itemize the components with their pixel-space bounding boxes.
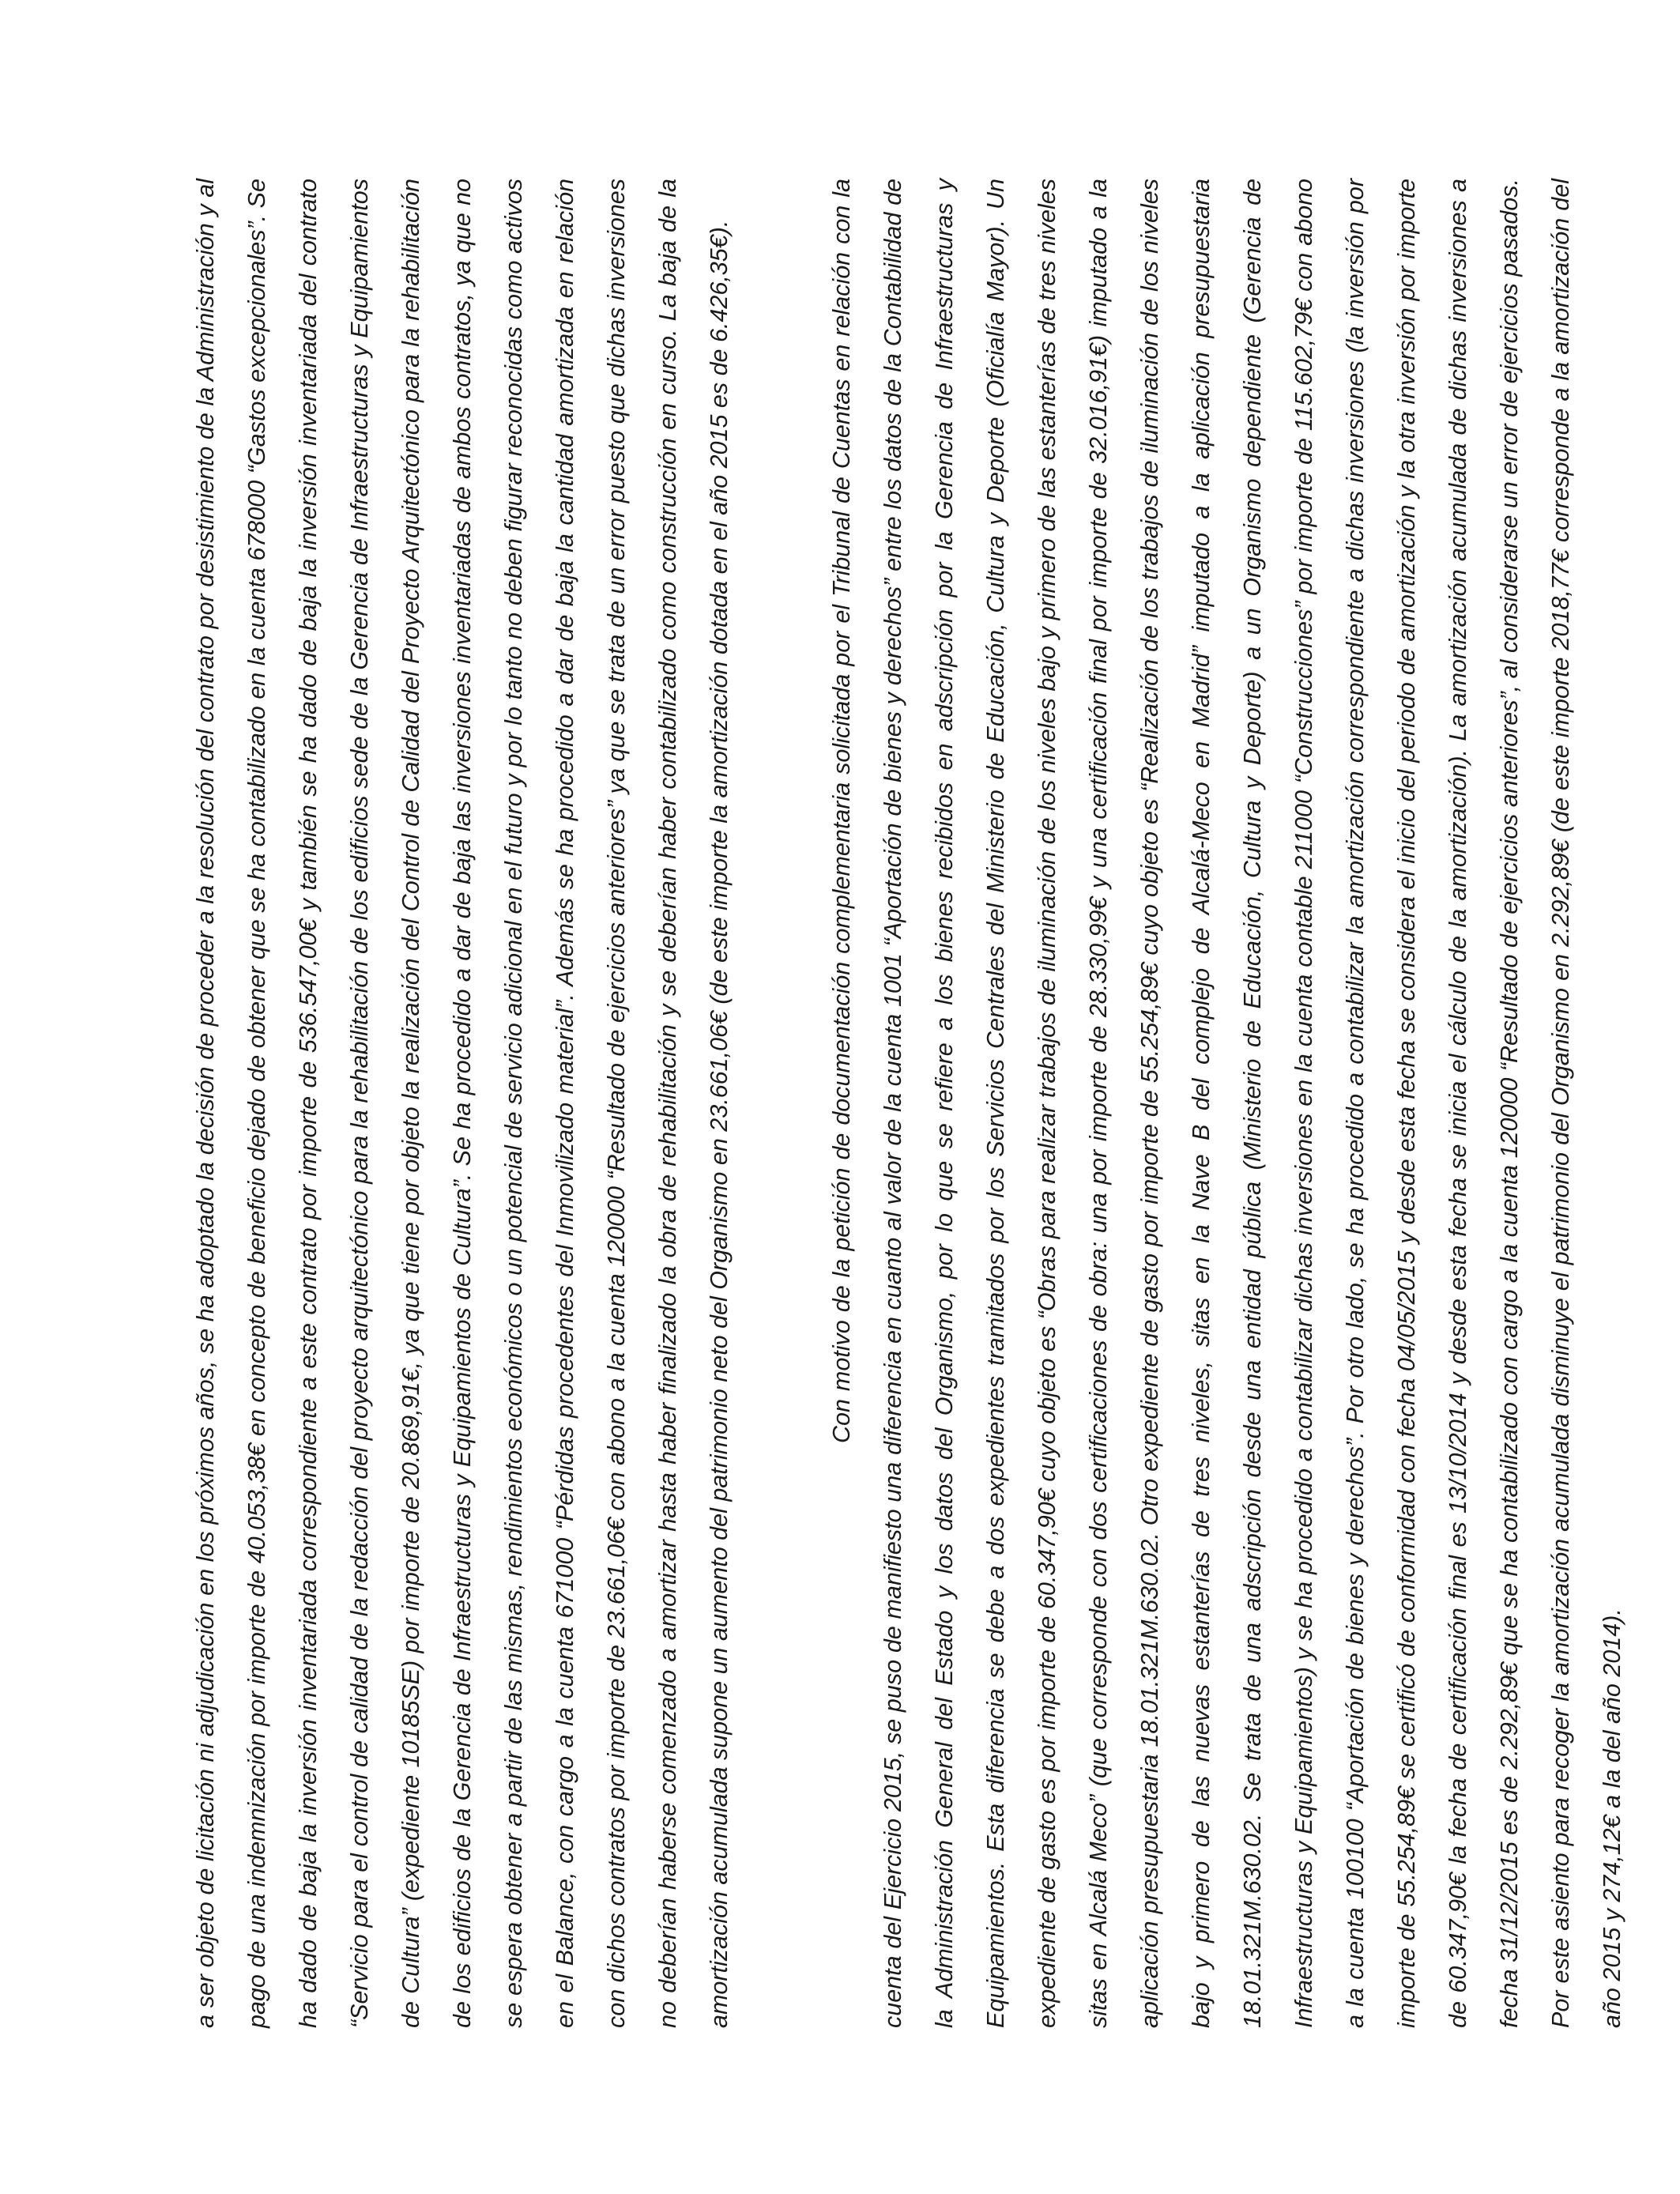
document-body (180, 179, 1638, 2028)
paragraph-1: a ser objeto de licitación ni adjudicación en los próximos años, se ha adoptado la decisión de proceder a la resolución del contrato por desistimiento de la Administración y al pago de una indemnización por importe de 40.053,38€ en concepto de beneficio dejado de obtener que se ha contabilizado en la cuenta 678000 “Gastos excepcionales”. Se ha dado de baja la inversión inventariada correspondiente a este contrato por importe de 536.547,00€ y también se ha dado de baja la inversión inventariada del contrato “Servicio para el control de calidad de la redacción del proyecto arquitectónico para la rehabilitación de los edificios sede de la Gerencia de Infraestructuras y Equipamientos de Cultura” (expediente 10185SE) por importe de 20.869,91€, ya que tiene por objeto la realización del Control de Calidad del Proyecto Arquitectónico para la rehabilitación de los edificios de la Gerencia de Infraestructuras y Equipamientos de Cultura”. Se ha procedido a dar de baja las inversiones inventariadas de ambos contratos, ya que no se espera obtener a partir de las mismas, rendimientos económicos o un potencial de servicio adicional en el futuro y por lo tanto no deben figurar reconocidas como activos en el Balance, con cargo a la cuenta 671000 “Pérdidas procedentes del Inmovilizado material”. Además se ha procedido a dar de baja la cantidad amortizada en relación con dichos contratos por importe de 23.661,06€ con abono a la cuenta 120000 “Resultado de ejercicios anteriores” ya que se trata de un error puesto que dichas inversiones no deberían haberse comenzado a amortizar hasta haber finalizado la obra de rehabilitación y se deberían haber contabilizado como construcción en curso. La baja de la amortización acumulada supone un aumento del patrimonio neto del Organismo en 23.661,06€ (de este importe la amortización dotada en el año 2015 es de 6.426,35€). (192, 179, 733, 2028)
paragraph-2: Con motivo de la petición de documentación complementaria solicitada por el Tribunal de Cuentas en relación con la cuenta del Ejercicio 2015, se puso de manifiesto una diferencia en cuanto al valor de la cuenta 1001 “Aportación de bienes y derechos” entre los datos de la Contabilidad de la Administración General del Estado y los datos del Organismo, por lo que se refiere a los bienes recibidos en adscripción por la Gerencia de Infraestructuras y Equipamientos. Esta diferencia se debe a dos expedientes tramitados por los Servicios Centrales del Ministerio de Educación, Cultura y Deporte (Oficialía Mayor). Un expediente de gasto es por importe de 60.347,90€ cuyo objeto es “Obras para realizar trabajos de iluminación de los niveles bajo y primero de las estanterías de tres niveles sitas en Alcalá Meco” (que corresponde con dos certificaciones de obra: una por importe de 28.330,99€ y una certificación final por importe de 32.016,91€) imputado a la aplicación presupuestaria 18.01.321M.630.02. Otro expediente de gasto por importe de 55.254,89€ cuyo objeto es “Realización de los trabajos de iluminación de los niveles bajo y primero de las nuevas estanterías de tres niveles, sitas en la Nave B del complejo de Alcalá-Meco en Madrid” imputado a la aplicación presupuestaria 18.01.321M.630.02. Se trata de una adscripción desde una entidad pública (Ministerio de Educación, Cultura y Deporte) a un Organismo dependiente (Gerencia de Infraestructuras y Equipamientos) y se ha procedido a contabilizar dichas inversiones en la cuenta contable 211000 “Construcciones” por importe de 115.602,79€ con abono a la cuenta 100100 “Aportación de bienes y derechos”. Por otro lado, se ha procedido a contabilizar la amortización correspondiente a dichas inversiones (la inversión por importe de 55.254,89€ se certificó de conformidad con fecha 04/05/2015 y desde esta fecha se considera el inicio del periodo de amortización y la otra inversión por importe de 60.347,90€ la fecha de certificación final es 13/10/2014 y desde esta fecha se inicia el cálculo de la amortización). La amortización acumulada de dichas inversiones a fecha 31/12/2015 es de 2.292,89€ que se ha contabilizado con cargo a la cuenta 120000 “Resultado de ejercicios anteriores”, al considerarse un error de ejercicios pasados. Por este asiento para recoger la amortización acumulada disminuye el patrimonio del Organismo en 2.292,89€ (de este importe 2018,77€ corresponde a la amortización del año 2015 y 274,12€ a la del año 2014). (828, 179, 1625, 2028)
